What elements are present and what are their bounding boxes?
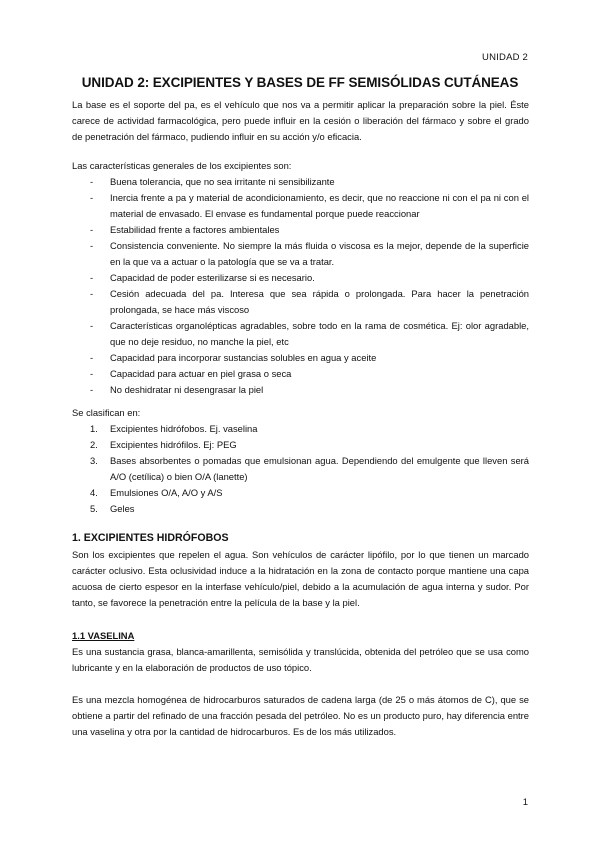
intro-paragraph	[72, 97, 529, 145]
classification-list	[72, 421, 529, 517]
page-number: 1	[522, 797, 528, 808]
vaseline-paragraph-1: Es una sustancia grasa, blanca-amarillenta, semisólida y translúcida, obtenida del petróleo que se usa como lubricante y en la elaboración de productos de uso tópico.	[72, 646, 529, 673]
section-hydrophobic	[72, 530, 529, 611]
subsection-heading: 1.1 VASELINA	[72, 630, 135, 641]
list-item: 4. Emulsiones O/A, A/O y A/S	[90, 487, 223, 498]
classification-section	[72, 405, 529, 517]
section-vaseline	[72, 628, 529, 740]
intro-text: La base es el soporte del pa, es el vehículo que nos va a permitir aplicar la preparación sobre la piel. Éste carece de actividad farmacológica, pero puede influir en la cesión o liberación del fármaco y sobre el grado de penetración del fármaco, pudiendo influir en su acción y/o eficacia.	[72, 99, 529, 142]
list-item: - Características organolépticas agradables, sobre todo en la rama de cosmética. Ej: olor agradable, que no deje residuo, no manche la piel, etc	[72, 318, 529, 350]
vaseline-paragraph-2: Es una mezcla homogénea de hidrocarburos saturados de cadena larga (de 25 o más átomos de C), que se obtiene a partir del refinado de una fracción pesada del petróleo. No es un producto puro, hay diferencia entre una vaselina y otra por la cantidad de hidrocarburos. Es de los más utilizados.	[72, 694, 529, 737]
page-title: UNIDAD 2: EXCIPIENTES Y BASES DE FF SEMISÓLIDAS CUTÁNEAS	[81, 75, 519, 90]
running-header: UNIDAD 2	[482, 52, 528, 63]
list-item: 2. Excipientes hidrófilos. Ej: PEG	[90, 439, 237, 450]
list-item: 1. Excipientes hidrófobos. Ej. vaselina	[90, 423, 258, 434]
section-heading: 1. EXCIPIENTES HIDRÓFOBOS	[72, 532, 229, 544]
characteristics-section	[72, 158, 529, 398]
classification-lead: Se clasifican en:	[72, 407, 141, 418]
list-item: - Capacidad de poder esterilizarse si es necesario.	[72, 270, 529, 286]
list-item: - Buena tolerancia, que no sea irritante ni sensibilizante	[72, 174, 529, 190]
list-item: - Inercia frente a pa y material de acondicionamiento, es decir, que no reaccione ni con el pa ni con el material de envasado. El envase es fundamental porque puede reaccionar	[72, 190, 529, 222]
characteristics-list	[72, 174, 529, 398]
list-item: - Consistencia conveniente. No siempre la más fluida o viscosa es la mejor, depende de la superficie en la que va a actuar o la patología que se va a tratar.	[72, 238, 529, 270]
list-item: 5. Geles	[90, 503, 135, 514]
list-item: - Estabilidad frente a factores ambientales	[72, 222, 529, 238]
characteristics-lead: Las características generales de los excipientes son:	[72, 160, 292, 171]
section-text: Son los excipientes que repelen el agua. Son vehículos de carácter lipófilo, por lo que tienen un marcado carácter oclusivo. Esta oclusividad induce a la hidratación en la zona de contacto porque mantiene una capa acuosa de cierto espesor en la interfase vehículo/piel, debido a la acumulación de agua interna y sudor. Por tanto, se favorece la penetración entre la película de la base y la piel.	[72, 549, 529, 608]
list-item: - Capacidad para incorporar sustancias solubles en agua y aceite	[72, 350, 529, 366]
list-item: - No deshidratar ni desengrasar la piel	[72, 382, 529, 398]
list-item: - Capacidad para actuar en piel grasa o seca	[72, 366, 529, 382]
list-item: 3. Bases absorbentes o pomadas que emulsionan agua. Dependiendo del emulgente que lleven será A/O (cetílica) o bien O/A (lanette)	[90, 455, 529, 482]
list-item: - Cesión adecuada del pa. Interesa que sea rápida o prolongada. Para hacer la penetración prolongada, se hace más viscoso	[72, 286, 529, 318]
